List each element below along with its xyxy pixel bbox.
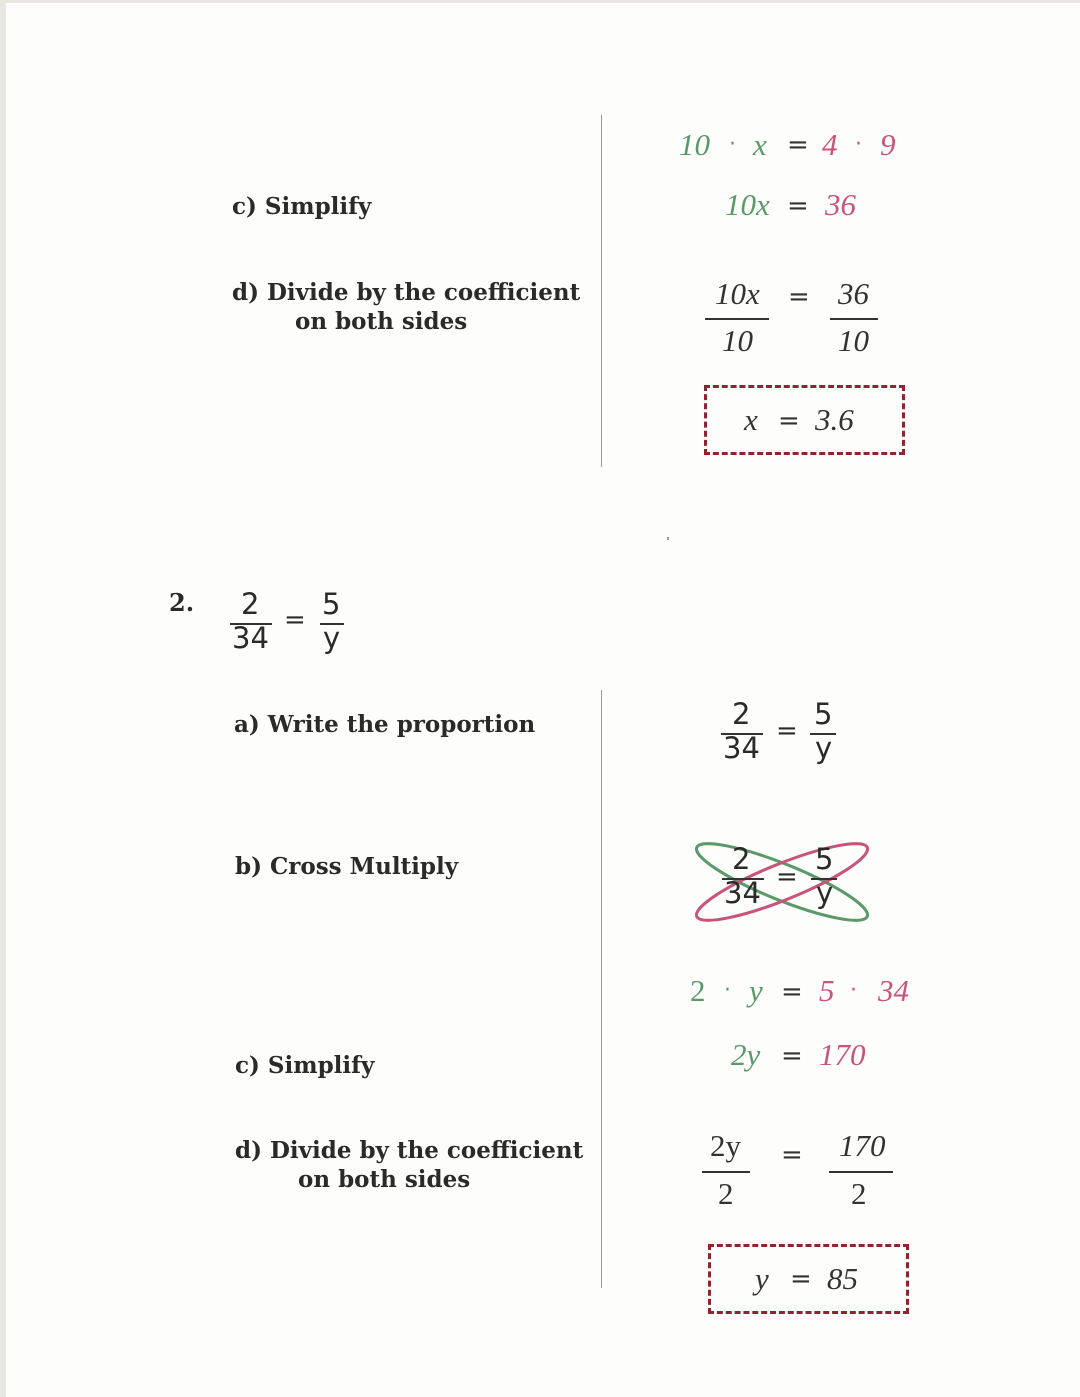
answer-box	[704, 385, 905, 455]
denominator: y	[816, 876, 834, 910]
fraction-bar	[702, 1171, 750, 1173]
step-c-simplify: c) Simplify	[232, 193, 372, 220]
denominator: 34	[232, 621, 269, 655]
equals-sign: =	[781, 1140, 803, 1170]
equals-sign: =	[284, 605, 306, 635]
equals-sign: =	[787, 191, 809, 221]
numerator: 5	[815, 842, 834, 876]
numerator: 2	[732, 842, 751, 876]
fraction-bar	[829, 1171, 893, 1173]
stray-mark	[667, 537, 669, 540]
numerator: 2	[732, 697, 751, 731]
numerator: 170	[839, 1128, 886, 1163]
step-d-divide-cont: on both sides	[295, 308, 468, 335]
left-page-edge	[0, 0, 6, 1397]
step-d-divide: d) Divide by the coefficient	[232, 279, 581, 306]
term: 4	[822, 127, 838, 162]
equals-sign: =	[788, 282, 810, 312]
term: 10x	[725, 187, 770, 222]
denominator: 2	[851, 1176, 867, 1211]
multiply-dot: ·	[855, 132, 862, 157]
answer-value: 85	[827, 1261, 858, 1296]
fraction-bar	[830, 318, 878, 320]
term: 34	[878, 973, 909, 1008]
numerator: 2y	[710, 1128, 741, 1163]
numerator: 10x	[715, 276, 760, 311]
equals-sign: =	[781, 977, 803, 1007]
step-d-divide: d) Divide by the coefficient	[235, 1137, 584, 1164]
column-divider	[601, 115, 602, 467]
problem-number: 2.	[169, 588, 195, 617]
multiply-dot: ·	[729, 132, 736, 157]
equals-sign: =	[776, 716, 798, 746]
denominator: 10	[722, 323, 753, 358]
multiply-dot: ·	[724, 978, 731, 1003]
denominator: 10	[838, 323, 869, 358]
numerator: 5	[322, 587, 341, 621]
numerator: 2	[241, 587, 260, 621]
numerator: 36	[838, 276, 869, 311]
multiply-dot: ·	[850, 978, 857, 1003]
top-page-edge	[0, 0, 1080, 3]
denominator: y	[323, 621, 341, 655]
denominator: 2	[718, 1176, 734, 1211]
term: y	[749, 973, 763, 1008]
answer-variable: y	[755, 1261, 769, 1296]
numerator: 5	[814, 697, 833, 731]
term: 9	[880, 127, 896, 162]
equals-sign: =	[787, 130, 809, 160]
term: 170	[819, 1037, 866, 1072]
step-b-cross-multiply: b) Cross Multiply	[235, 853, 459, 880]
denominator: 34	[724, 876, 761, 910]
term: 2y	[731, 1037, 761, 1072]
denominator: y	[815, 731, 833, 765]
term: x	[753, 127, 767, 162]
equals-sign: =	[790, 1264, 812, 1294]
step-c-simplify: c) Simplify	[235, 1052, 375, 1079]
column-divider	[601, 690, 602, 1288]
term: 36	[825, 187, 856, 222]
answer-value: 3.6	[815, 402, 854, 437]
equals-sign: =	[778, 406, 800, 436]
term: 5	[819, 973, 835, 1008]
step-a-write-proportion: a) Write the proportion	[234, 711, 536, 738]
step-d-divide-cont: on both sides	[298, 1166, 471, 1193]
answer-variable: x	[744, 402, 758, 437]
equals-sign: =	[781, 1041, 803, 1071]
term: 10	[679, 127, 710, 162]
term: 2	[690, 973, 706, 1008]
fraction-bar	[705, 318, 769, 320]
denominator: 34	[723, 731, 760, 765]
equals-sign: =	[776, 862, 798, 892]
